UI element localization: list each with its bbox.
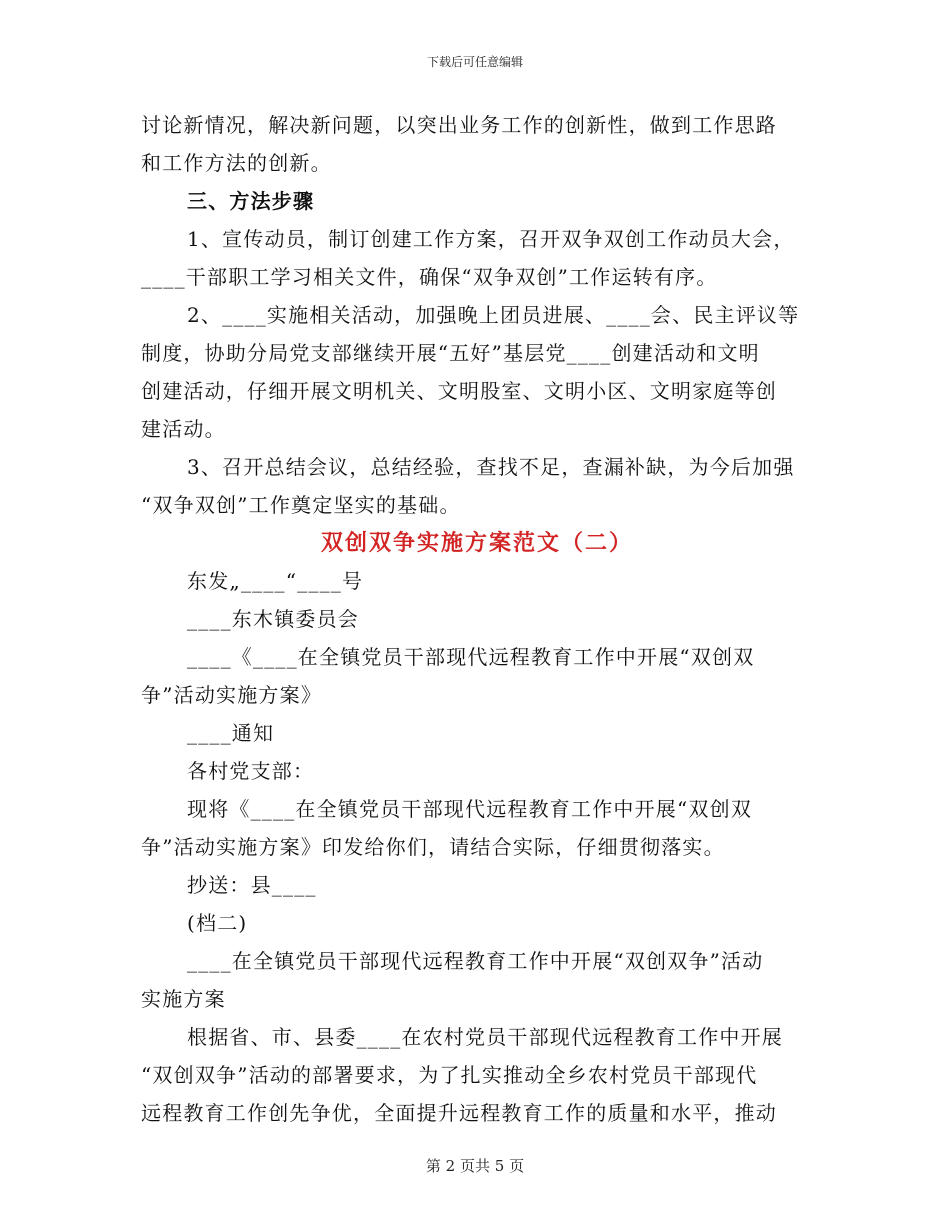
paragraph-line: 远程教育工作创先争优，全面提升远程教育工作的质量和水平，推动 [141, 1101, 777, 1125]
paragraph-line: 现将《____在全镇党员干部现代远程教育工作中开展“双创双 [187, 797, 753, 821]
paragraph-line: “双争双创”工作奠定坚实的基础。 [141, 493, 461, 517]
paragraph-line: 1、宣传动员，制订创建工作方案，召开双争双创工作动员大会， [187, 227, 795, 251]
notice-line: ____通知 [187, 721, 275, 745]
page-footer: 第 2 页共 5 页 [425, 1157, 525, 1175]
page-header: 下载后可任意编辑 [426, 55, 523, 69]
paragraph-line: ____干部职工学习相关文件，确保“双争双创”工作运转有序。 [141, 265, 718, 289]
paragraph-line: 建活动。 [141, 417, 226, 441]
issuer-line: ____东木镇委员会 [187, 607, 359, 631]
paragraph-line: 3、召开总结会议，总结经验，查找不足，查漏补缺，为今后加强 [187, 455, 795, 479]
paragraph-line: 2、____实施相关活动，加强晚上团员进展、____会、民主评议等 [187, 303, 800, 327]
paragraph-line: 讨论新情况，解决新问题，以突出业务工作的创新性，做到工作思路 [141, 113, 777, 137]
section-title: 双创双争实施方案范文（二） [320, 530, 633, 556]
document-body [141, 106, 809, 1132]
paragraph-line: 创建活动，仔细开展文明机关、文明股室、文明小区、文明家庭等创 [141, 379, 777, 403]
paragraph-line: 实施方案 [141, 987, 226, 1011]
file-label: (档二) [187, 911, 248, 935]
paragraph-line: 根据省、市、县委____在农村党员干部现代远程教育工作中开展 [187, 1025, 783, 1049]
paragraph-line: ____《____在全镇党员干部现代远程教育工作中开展“双创双 [187, 645, 755, 669]
cc-line: 抄送：县____ [187, 873, 317, 897]
paragraph-line: 制度，协助分局党支部继续开展“五好”基层党____创建活动和文明 [141, 341, 760, 365]
paragraph-line: 和工作方法的创新。 [141, 151, 332, 175]
paragraph-line: 争”活动实施方案》印发给你们，请结合实际，仔细贯彻落实。 [141, 835, 725, 859]
section-heading: 三、方法步骤 [187, 189, 315, 213]
paragraph-line: 争”活动实施方案》 [141, 683, 323, 707]
paragraph-line: ____在全镇党员干部现代远程教育工作中开展“双创双争”活动 [187, 949, 764, 973]
recipient-line: 各村党支部： [187, 759, 315, 783]
paragraph-line: “双创双争”活动的部署要求，为了扎实推动全乡农村党员干部现代 [141, 1063, 758, 1087]
document-number: 东发„____“____号 [187, 569, 364, 593]
